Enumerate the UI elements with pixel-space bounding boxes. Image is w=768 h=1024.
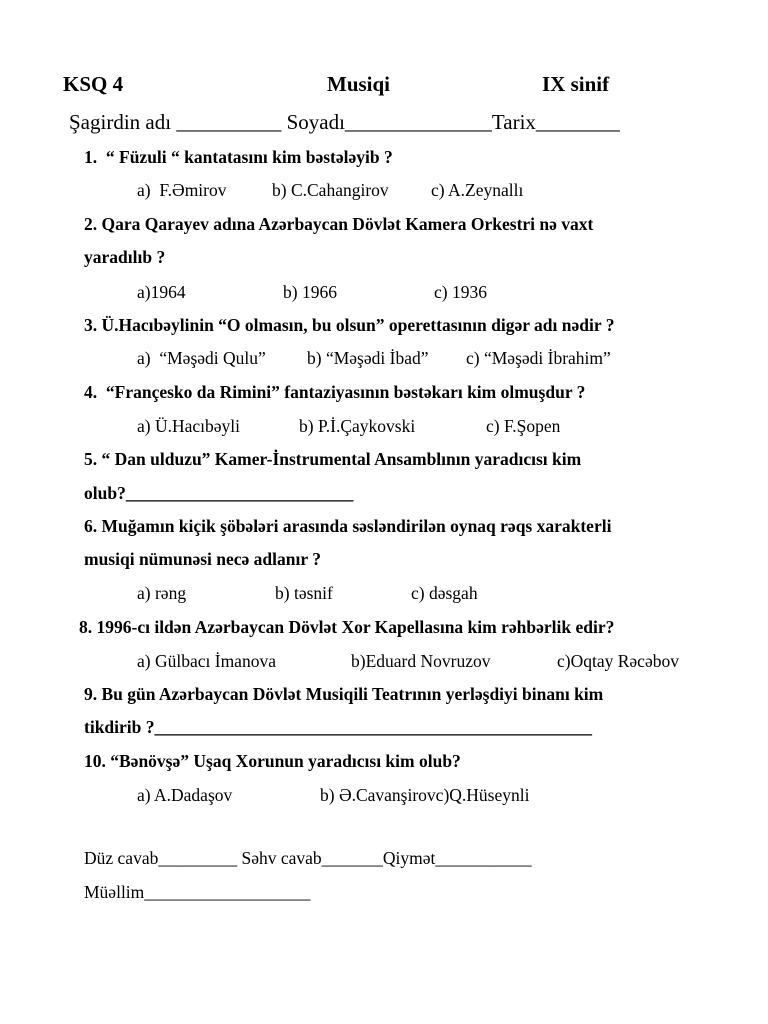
- answer-10a: a) A.Dadaşov: [137, 785, 233, 805]
- answer-2c: c) 1936: [434, 282, 487, 302]
- answer-8c: c)Oqtay Rəcəbov: [557, 651, 679, 671]
- grade-label: IX sinif: [542, 72, 610, 96]
- score-line: Düz cavab_________ Səhv cavab_______Qiymət___________: [84, 848, 532, 868]
- question-1: 1. “ Füzuli “ kantatasını kim bəstələyib ?: [84, 147, 393, 167]
- answer-8b: b)Eduard Novruzov: [351, 651, 491, 671]
- answer-6a: a) rəng: [137, 583, 187, 603]
- answer-4c: c) F.Şopen: [486, 416, 561, 436]
- test-code: KSQ 4: [63, 72, 124, 96]
- answer-6c: c) dəsgah: [411, 583, 478, 603]
- answer-8a: a) Gülbacı İmanova: [137, 651, 276, 671]
- question-5: 5. “ Dan ulduzu” Kamer-İnstrumental Ansamblının yaradıcısı kim: [84, 449, 582, 469]
- question-2-cont: yaradılıb ?: [84, 247, 166, 267]
- answer-4a: a) Ü.Hacıbəyli: [137, 416, 241, 436]
- student-info-line: Şagirdin adı __________ Soyadı______________Tarix________: [69, 110, 620, 134]
- question-10: 10. “Bənövşə” Uşaq Xorunun yaradıcısı kim olub?: [84, 751, 461, 771]
- subject-title: Musiqi: [327, 72, 391, 96]
- answer-3b: b) “Məşədi İbad”: [307, 348, 429, 368]
- question-9-cont: tikdirib ?__________________________________________________: [84, 717, 593, 737]
- answer-2b: b) 1966: [283, 282, 337, 302]
- question-6: 6. Muğamın kiçik şöbələri arasında səsləndirilən oynaq rəqs xarakterli: [84, 516, 612, 536]
- answer-10b: b) Ə.Cavanşirovc)Q.Hüseynli: [320, 785, 530, 805]
- answer-3c: c) “Məşədi İbrahim”: [466, 348, 611, 368]
- answer-1b: b) C.Cahangirov: [272, 180, 389, 200]
- answer-2a: a)1964: [137, 282, 186, 302]
- question-2: 2. Qara Qarayev adına Azərbaycan Dövlət Kamera Orkestri nə vaxt: [84, 214, 594, 234]
- question-9: 9. Bu gün Azərbaycan Dövlət Musiqili Teatrının yerləşdiyi binanı kim: [84, 684, 604, 704]
- answer-1a: a) F.Əmirov: [137, 180, 227, 200]
- question-4: 4. “Françesko da Rimini” fantaziyasının bəstəkarı kim olmuşdur ?: [84, 382, 586, 402]
- answer-3a: a) “Məşədi Qulu”: [137, 348, 266, 368]
- question-8: 8. 1996-cı ildən Azərbaycan Dövlət Xor Kapellasına kim rəhbərlik edir?: [79, 617, 615, 637]
- question-3: 3. Ü.Hacıbəylinin “O olmasın, bu olsun” operettasının digər adı nədir ?: [84, 315, 615, 335]
- answer-4b: b) P.İ.Çaykovski: [299, 416, 416, 436]
- question-6-cont: musiqi nümunəsi necə adlanır ?: [84, 549, 321, 569]
- answer-6b: b) təsnif: [275, 583, 333, 603]
- teacher-line: Müəllim___________________: [84, 882, 311, 902]
- answer-1c: c) A.Zeynallı: [431, 180, 524, 200]
- question-5-cont: olub?__________________________: [84, 483, 354, 503]
